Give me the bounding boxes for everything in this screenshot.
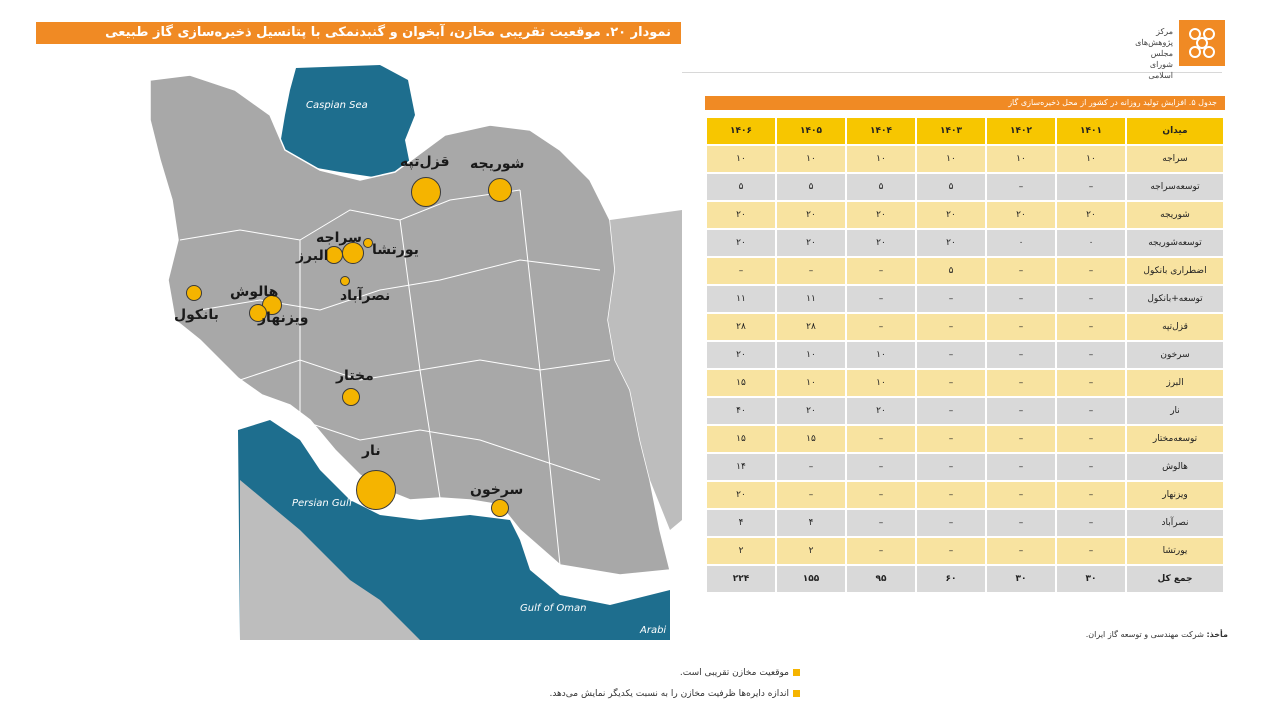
value-cell: – — [987, 510, 1055, 536]
value-cell: ۴ — [707, 510, 775, 536]
table-row — [707, 510, 1223, 536]
value-cell: – — [987, 538, 1055, 564]
site-dot-mokhtar — [342, 388, 360, 406]
value-cell: ۵ — [777, 174, 845, 200]
header-field: میدان — [1127, 118, 1223, 144]
value-cell: ۴ — [777, 510, 845, 536]
value-cell: – — [847, 454, 915, 480]
value-cell: ۲۰ — [847, 230, 915, 256]
site-dot-sarkhun — [491, 499, 509, 517]
table-row — [707, 286, 1223, 312]
value-cell: ۴۰ — [707, 398, 775, 424]
value-cell: – — [917, 482, 985, 508]
value-cell: – — [1057, 482, 1125, 508]
table-header-row — [707, 118, 1223, 144]
total-value-cell: ۳۰ — [1057, 566, 1125, 592]
table-row — [707, 342, 1223, 368]
value-cell: – — [1057, 398, 1125, 424]
gulf-of-oman-label: Gulf of Oman — [520, 603, 587, 614]
value-cell: – — [917, 370, 985, 396]
site-label-yurtsha: یورتشا — [372, 242, 419, 258]
value-cell: ۲۰ — [1057, 202, 1125, 228]
total-value-cell: ۳۰ — [987, 566, 1055, 592]
field-name-cell: توسعه‌شوریجه — [1127, 230, 1223, 256]
value-cell: – — [1057, 342, 1125, 368]
value-cell: ۲ — [707, 538, 775, 564]
value-cell: – — [917, 342, 985, 368]
value-cell: ۱۰ — [987, 146, 1055, 172]
source-note — [1040, 630, 1228, 639]
site-label-bankul: بانکول — [174, 307, 219, 323]
value-cell: – — [987, 258, 1055, 284]
value-cell: ۲ — [777, 538, 845, 564]
value-cell: ۱۱ — [777, 286, 845, 312]
value-cell: – — [777, 258, 845, 284]
source-text: شرکت مهندسی و توسعه گاز ایران. — [1085, 630, 1204, 639]
value-cell: ۱۵ — [707, 370, 775, 396]
value-cell: – — [707, 258, 775, 284]
note-text: اندازه دایره‌ها ظرفیت مخازن را به نسبت یکدیگر نمایش می‌دهد. — [549, 689, 789, 699]
logo — [1135, 20, 1225, 80]
arabian-sea-label: Arabi — [640, 625, 667, 636]
site-label-mokhtar: مختار — [336, 368, 374, 384]
value-cell: ۰ — [1057, 230, 1125, 256]
persian-gulf-label: Persian Gulf — [292, 498, 353, 509]
watermark-icon — [0, 60, 90, 150]
value-cell: ۱۰ — [777, 342, 845, 368]
value-cell: – — [917, 538, 985, 564]
iran-map — [0, 60, 682, 640]
value-cell: ۱۰ — [707, 146, 775, 172]
value-cell: – — [917, 510, 985, 536]
value-cell: ۲۰ — [777, 202, 845, 228]
value-cell: ۲۰ — [707, 482, 775, 508]
field-name-cell: هالوش — [1127, 454, 1223, 480]
field-name-cell: شوریجه — [1127, 202, 1223, 228]
value-cell: – — [917, 314, 985, 340]
value-cell: – — [847, 258, 915, 284]
value-cell: – — [1057, 174, 1125, 200]
table-row — [707, 230, 1223, 256]
value-cell: – — [987, 314, 1055, 340]
note-text: موقعیت مخازن تقریبی است. — [679, 668, 789, 678]
value-cell: – — [777, 482, 845, 508]
total-value-cell: ۱۵۵ — [777, 566, 845, 592]
field-name-cell: اضطراری بانکول — [1127, 258, 1223, 284]
site-label-halush: هالوش — [230, 284, 279, 300]
value-cell: ۲۰ — [777, 230, 845, 256]
table-row — [707, 398, 1223, 424]
table-row — [707, 314, 1223, 340]
map-canvas — [0, 60, 682, 640]
value-cell: ۱۱ — [707, 286, 775, 312]
value-cell: – — [987, 426, 1055, 452]
table-row — [707, 426, 1223, 452]
value-cell: – — [847, 314, 915, 340]
storage-production-table — [705, 116, 1225, 594]
field-name-cell: البرز — [1127, 370, 1223, 396]
value-cell: – — [847, 286, 915, 312]
value-cell: – — [987, 342, 1055, 368]
value-cell: ۱۰ — [847, 370, 915, 396]
value-cell: – — [987, 454, 1055, 480]
value-cell: ۲۰ — [917, 202, 985, 228]
header-1403: ۱۴۰۳ — [917, 118, 985, 144]
header-1405: ۱۴۰۵ — [777, 118, 845, 144]
table-title: جدول ۵. افزایش تولید روزانه در کشور از محل ذخیره‌سازی گاز — [705, 96, 1225, 110]
table-row — [707, 482, 1223, 508]
value-cell: ۵ — [917, 174, 985, 200]
note-item — [380, 689, 800, 699]
total-value-cell: ۲۲۴ — [707, 566, 775, 592]
field-name-cell: نار — [1127, 398, 1223, 424]
value-cell: ۲۸ — [777, 314, 845, 340]
value-cell: – — [987, 482, 1055, 508]
value-cell: ۱۴ — [707, 454, 775, 480]
field-name-cell: ویزنهار — [1127, 482, 1223, 508]
site-label-viznahar: ویزنهار — [258, 310, 309, 326]
value-cell: – — [847, 426, 915, 452]
value-cell: – — [777, 454, 845, 480]
value-cell: – — [987, 286, 1055, 312]
field-name-cell: یورتشا — [1127, 538, 1223, 564]
value-cell: ۰ — [987, 230, 1055, 256]
value-cell: – — [987, 370, 1055, 396]
table-total-row — [707, 566, 1223, 592]
table-row — [707, 370, 1223, 396]
site-dot-bankul — [186, 285, 202, 301]
value-cell: – — [1057, 454, 1125, 480]
value-cell: – — [847, 538, 915, 564]
value-cell: ۱۵ — [777, 426, 845, 452]
value-cell: ۱۰ — [777, 146, 845, 172]
value-cell: ۲۰ — [707, 230, 775, 256]
caspian-sea-label: Caspian Sea — [306, 100, 368, 111]
value-cell: – — [1057, 314, 1125, 340]
value-cell: ۲۰ — [707, 202, 775, 228]
value-cell: – — [1057, 538, 1125, 564]
value-cell: ۵ — [847, 174, 915, 200]
site-dot-nasrabad — [340, 276, 350, 286]
value-cell: ۱۰ — [847, 146, 915, 172]
value-cell: ۵ — [707, 174, 775, 200]
header-1402: ۱۴۰۲ — [987, 118, 1055, 144]
value-cell: – — [847, 482, 915, 508]
source-label: مأخذ: — [1206, 630, 1228, 639]
value-cell: ۲۰ — [987, 202, 1055, 228]
iran-land — [150, 75, 670, 575]
field-name-cell: سرخون — [1127, 342, 1223, 368]
field-name-cell: توسعه‌مختار — [1127, 426, 1223, 452]
value-cell: – — [917, 398, 985, 424]
value-cell: – — [917, 454, 985, 480]
logo-mark-icon — [1179, 20, 1225, 66]
site-label-alborz: البرز — [296, 248, 329, 264]
value-cell: ۲۰ — [847, 202, 915, 228]
value-cell: ۲۸ — [707, 314, 775, 340]
value-cell: – — [847, 510, 915, 536]
site-label-qezeltappeh: قزل‌تپه — [400, 154, 450, 170]
header-1401: ۱۴۰۱ — [1057, 118, 1125, 144]
table-row — [707, 146, 1223, 172]
total-value-cell: ۶۰ — [917, 566, 985, 592]
header-1406: ۱۴۰۶ — [707, 118, 775, 144]
total-label-cell: جمع کل — [1127, 566, 1223, 592]
value-cell: – — [987, 174, 1055, 200]
field-name-cell: توسعه+بانکول — [1127, 286, 1223, 312]
table-row — [707, 258, 1223, 284]
site-label-nar: نار — [362, 443, 381, 459]
value-cell: ۲۰ — [917, 230, 985, 256]
value-cell: ۱۵ — [707, 426, 775, 452]
value-cell: – — [1057, 258, 1125, 284]
value-cell: ۲۰ — [707, 342, 775, 368]
table-row — [707, 538, 1223, 564]
note-item — [380, 668, 800, 678]
site-label-nasrabad: نصرآباد — [340, 288, 391, 304]
value-cell: ۱۰ — [847, 342, 915, 368]
site-dot-qezeltappeh — [411, 177, 441, 207]
table-row — [707, 174, 1223, 200]
field-name-cell: سراجه — [1127, 146, 1223, 172]
value-cell: – — [987, 398, 1055, 424]
map-title: نمودار ۲۰. موقعیت تقریبی مخازن، آبخوان و گنبدنمکی با پتانسیل ذخیره‌سازی گاز طبیعی — [36, 22, 681, 44]
field-name-cell: توسعه‌سراجه — [1127, 174, 1223, 200]
value-cell: – — [1057, 426, 1125, 452]
value-cell: – — [1057, 370, 1125, 396]
site-label-sarajeh: سراجه — [316, 230, 362, 246]
value-cell: – — [917, 286, 985, 312]
value-cell: – — [1057, 286, 1125, 312]
site-label-shourijeh: شوریجه — [470, 156, 525, 172]
site-label-sarkhun: سرخون — [470, 482, 524, 498]
bullet-icon — [793, 690, 800, 697]
value-cell: ۱۰ — [917, 146, 985, 172]
field-name-cell: قزل‌تپه — [1127, 314, 1223, 340]
table-row — [707, 202, 1223, 228]
field-name-cell: نصرآباد — [1127, 510, 1223, 536]
bullet-icon — [793, 669, 800, 676]
value-cell: ۱۰ — [777, 370, 845, 396]
site-dot-nar — [356, 470, 396, 510]
value-cell: – — [1057, 510, 1125, 536]
value-cell: ۱۰ — [1057, 146, 1125, 172]
value-cell: ۲۰ — [847, 398, 915, 424]
header-1404: ۱۴۰۴ — [847, 118, 915, 144]
value-cell: ۵ — [917, 258, 985, 284]
value-cell: ۲۰ — [777, 398, 845, 424]
site-dot-shourijeh — [488, 178, 512, 202]
logo-text: مرکز پژوهش‌های مجلس شورای اسلامی — [1135, 27, 1173, 80]
value-cell: – — [917, 426, 985, 452]
table-row — [707, 454, 1223, 480]
total-value-cell: ۹۵ — [847, 566, 915, 592]
